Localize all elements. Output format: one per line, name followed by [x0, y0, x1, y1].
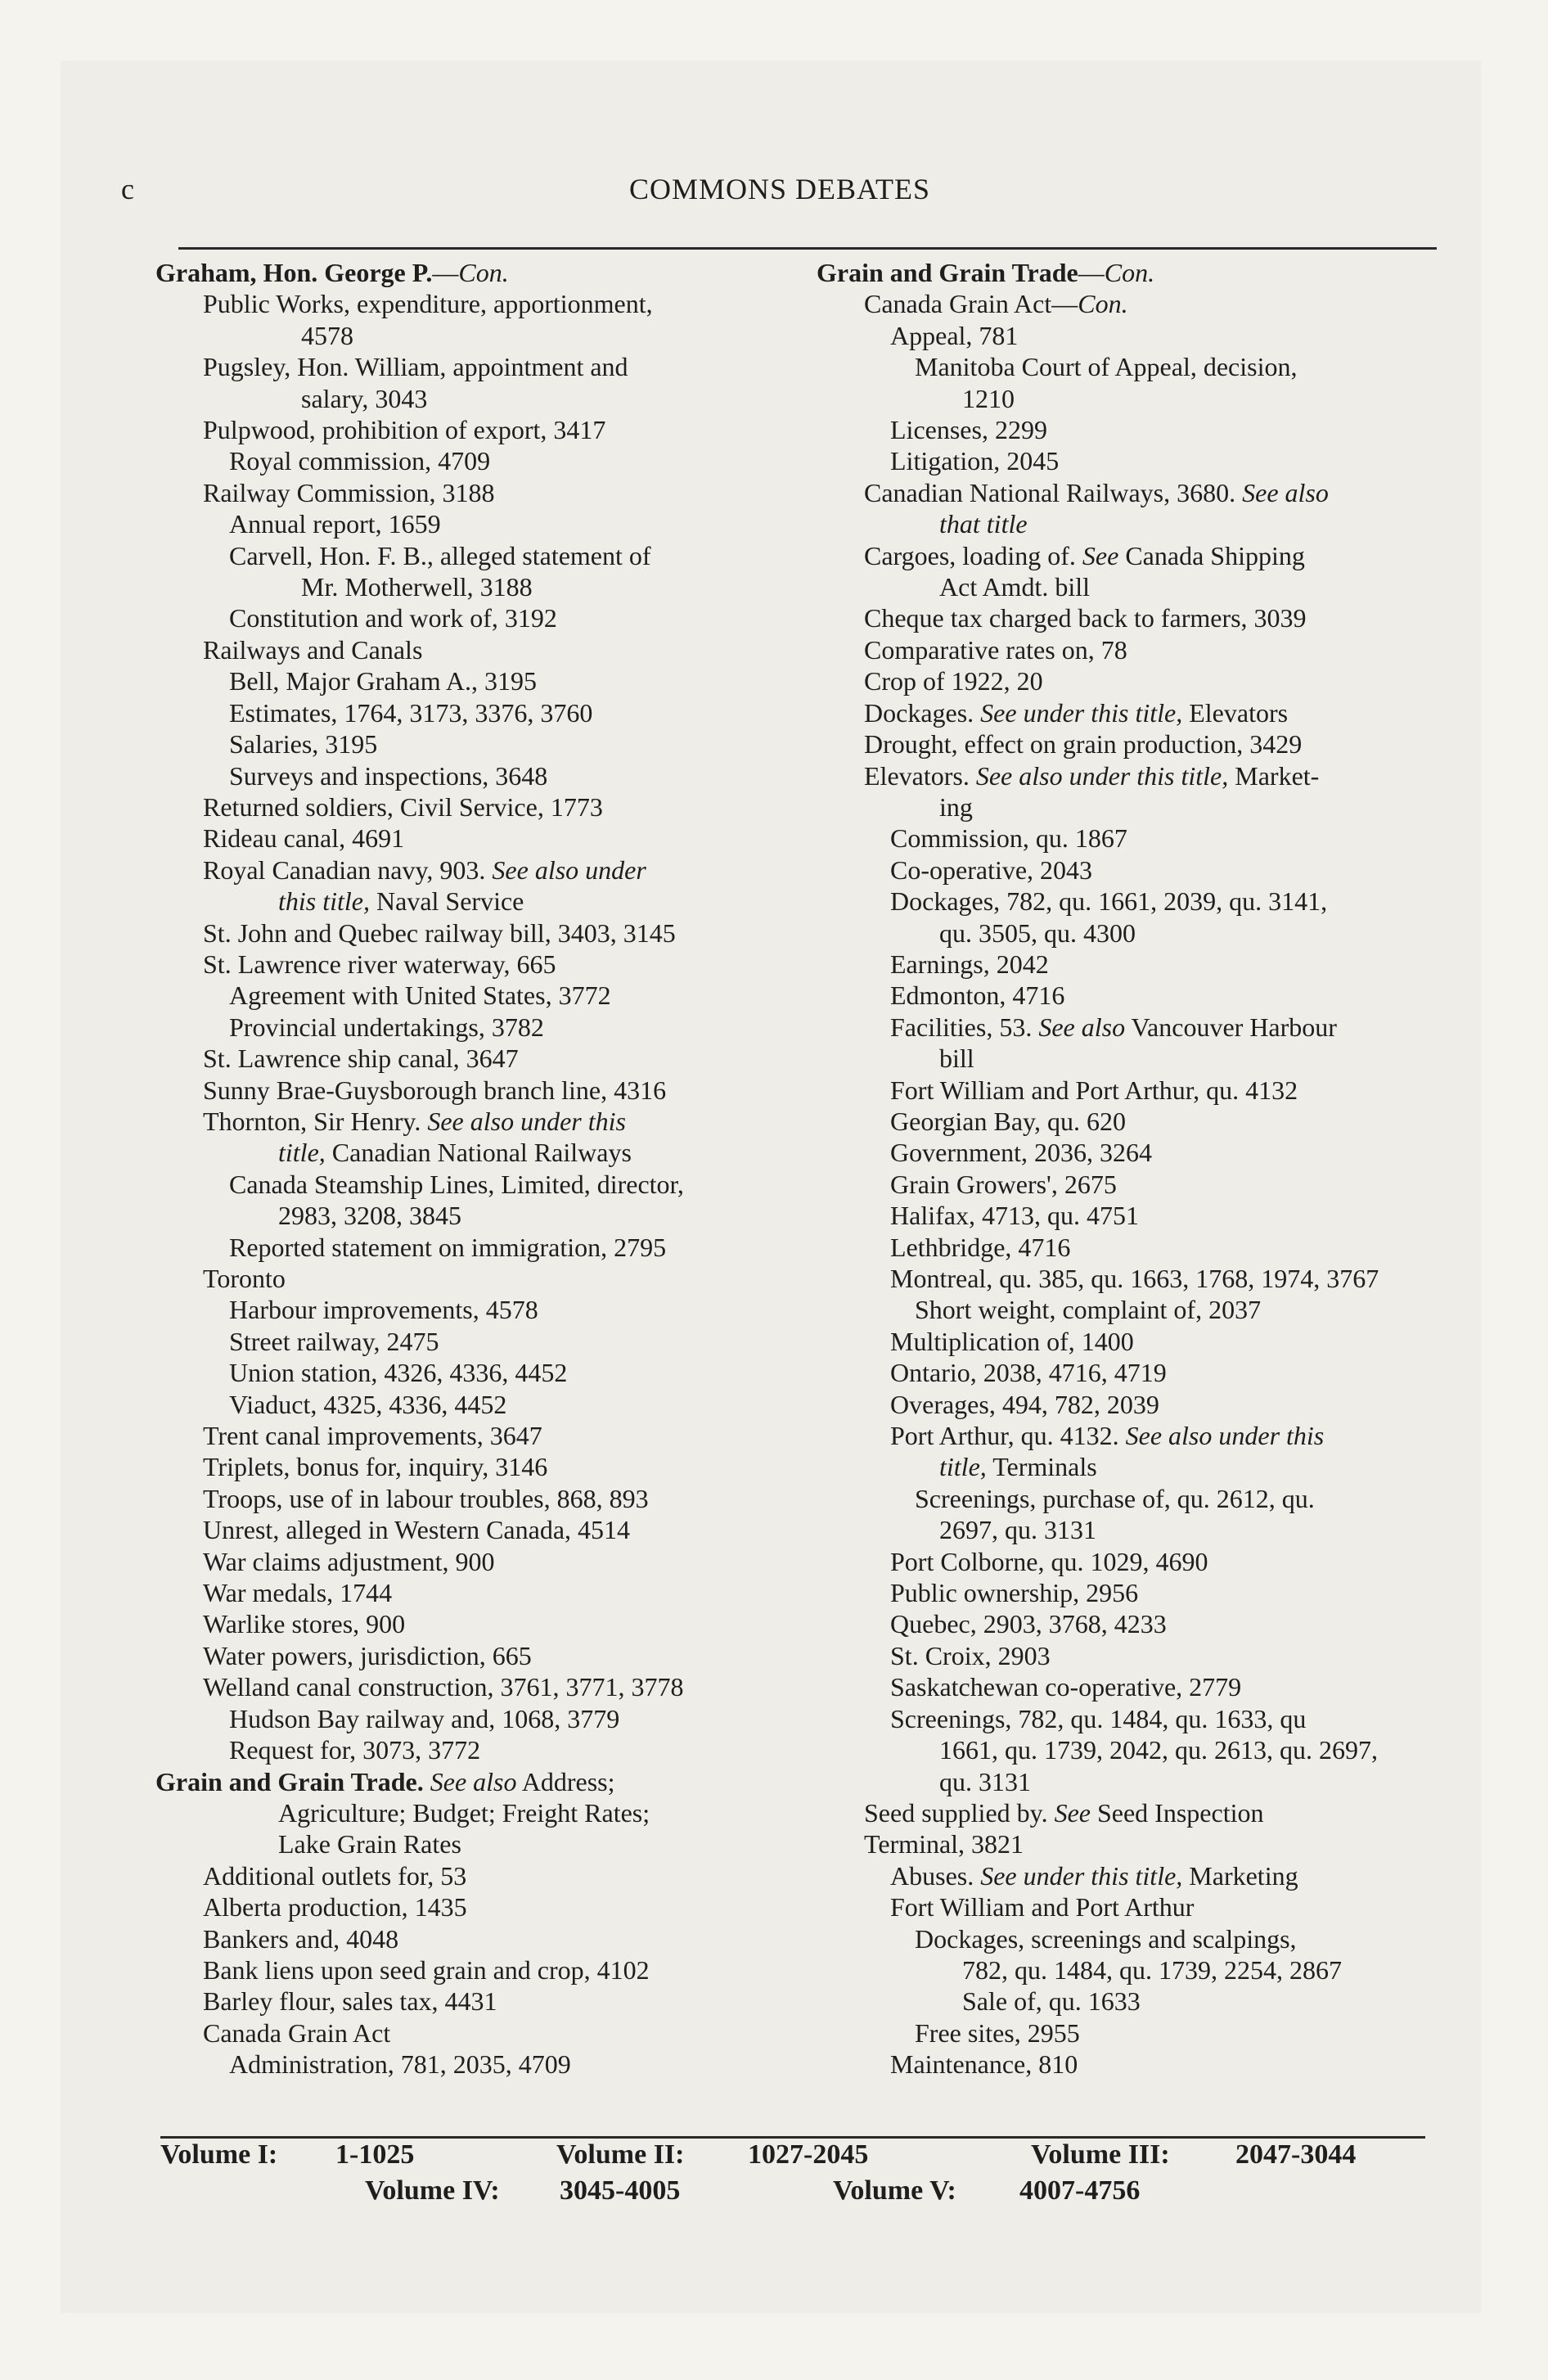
left-index-column	[155, 257, 785, 2080]
index-entry-text: Lake Grain Rates	[278, 1829, 461, 1859]
index-entry	[817, 1106, 1447, 1137]
index-entry	[817, 540, 1447, 571]
index-entry-text: Agreement with United States, 3772	[229, 980, 611, 1011]
index-entry-text: Trent canal improvements, 3647	[203, 1421, 542, 1451]
index-entry	[817, 634, 1447, 665]
index-entry-text: Thornton, Sir Henry.	[203, 1106, 428, 1136]
index-entry	[155, 1169, 785, 1200]
index-entry	[817, 1420, 1447, 1451]
index-entry	[155, 917, 785, 949]
index-entry-text: Mr. Motherwell, 3188	[301, 572, 533, 602]
index-entry-text: Crop of 1922, 20	[864, 666, 1043, 696]
index-entry-text: Multiplication of, 1400	[890, 1326, 1134, 1356]
index-entry	[817, 1891, 1447, 1922]
index-entry	[155, 1891, 785, 1922]
index-entry	[155, 2017, 785, 2049]
index-entry-text: Con.	[1104, 258, 1155, 287]
index-entry-text: Railway Commission, 3188	[203, 477, 495, 507]
index-entry-text: Provincial undertakings, 3782	[229, 1012, 544, 1042]
index-entry-text: Vancouver Harbour	[1125, 1012, 1337, 1042]
index-entry	[817, 445, 1447, 476]
index-entry-text: Public Works, expenditure, apportionment,	[203, 289, 653, 319]
page-header	[121, 172, 1438, 205]
index-entry	[817, 1923, 1447, 1954]
index-entry	[155, 1734, 785, 1765]
index-entry	[155, 1137, 785, 1168]
index-entry-text: War medals, 1744	[203, 1578, 393, 1608]
index-entry	[817, 1986, 1447, 2017]
index-entry	[155, 1389, 785, 1420]
index-entry-text: War claims adjustment, 900	[203, 1546, 495, 1576]
index-entry	[817, 697, 1447, 728]
index-entry-text: See also	[1038, 1012, 1126, 1042]
index-entry-text: Seed supplied by.	[864, 1797, 1055, 1828]
index-entry	[817, 257, 1447, 288]
index-entry	[155, 1671, 785, 1702]
index-entry	[817, 917, 1447, 949]
index-entry-text: Grain Growers', 2675	[890, 1169, 1117, 1199]
footer-rule	[160, 2136, 1425, 2139]
index-entry-text: Abuses.	[890, 1860, 981, 1891]
volume-row-1	[160, 2139, 1437, 2175]
index-entry	[817, 1703, 1447, 1734]
index-entry-text: Surveys and inspections, 3648	[229, 760, 548, 791]
index-entry-text: Manitoba Court of Appeal, decision,	[915, 352, 1298, 382]
index-entry	[817, 320, 1447, 351]
index-entry-text: this title,	[278, 886, 370, 917]
index-entry-text: 1661, qu. 1739, 2042, qu. 2613, qu. 2697,	[939, 1735, 1378, 1765]
volume-1-range: 1-1025	[335, 2139, 415, 2170]
index-entry-text: Annual report, 1659	[229, 509, 441, 539]
index-entry	[817, 1671, 1447, 1702]
index-entry	[155, 1326, 785, 1357]
index-entry	[155, 445, 785, 476]
volume-5-range: 4007-4756	[1019, 2175, 1141, 2206]
volume-1-label: Volume I:	[160, 2139, 278, 2170]
index-entry-text: qu. 3505, qu. 4300	[939, 917, 1136, 948]
index-entry	[155, 383, 785, 414]
index-entry	[155, 1954, 785, 1986]
index-entry-text: Street railway, 2475	[229, 1326, 439, 1356]
index-entry-text: Welland canal construction, 3761, 3771, 3778	[203, 1672, 684, 1702]
index-entry-text: See also under this	[1125, 1421, 1325, 1451]
index-entry-text: Elevators	[1182, 697, 1289, 728]
index-entry-text: 1210	[962, 383, 1015, 413]
index-entry	[155, 1200, 785, 1231]
index-entry-text: See also under this title,	[975, 760, 1229, 791]
index-entry-text: Edmonton, 4716	[890, 980, 1065, 1011]
index-entry-text: St. Lawrence ship canal, 3647	[203, 1044, 519, 1074]
index-entry-text: Harbour improvements, 4578	[229, 1295, 538, 1325]
index-entry-text: Bank liens upon seed grain and crop, 4102	[203, 1954, 650, 1985]
index-entry-text: Terminals	[986, 1452, 1097, 1482]
header-rule	[178, 247, 1437, 250]
index-entry	[155, 2049, 785, 2080]
index-entry-text: Canada Shipping	[1118, 540, 1305, 570]
index-entry	[155, 854, 785, 886]
index-entry-text: Free sites, 2955	[915, 2017, 1080, 2048]
index-entry	[155, 949, 785, 980]
index-entry-text: Commission, qu. 1867	[890, 823, 1127, 854]
index-entry-text: St. Lawrence river waterway, 665	[203, 949, 556, 979]
index-entry-text: See	[1082, 540, 1119, 570]
index-entry	[817, 1357, 1447, 1388]
page-title: COMMONS DEBATES	[628, 173, 931, 205]
index-entry	[155, 1546, 785, 1577]
index-entry-text	[424, 1767, 430, 1796]
index-entry-text: Earnings, 2042	[890, 949, 1049, 979]
index-entry	[155, 1860, 785, 1891]
index-entry	[155, 980, 785, 1011]
index-entry-text: Sale of, qu. 1633	[962, 1986, 1141, 2017]
index-entry	[155, 1797, 785, 1828]
index-entry	[155, 1577, 785, 1608]
index-entry-text: that title	[939, 509, 1028, 539]
volume-4-label: Volume IV:	[365, 2175, 500, 2206]
index-entry	[817, 1860, 1447, 1891]
index-entry	[817, 1451, 1447, 1482]
index-entry	[155, 1986, 785, 2017]
index-entry	[155, 1640, 785, 1671]
index-entry	[155, 320, 785, 351]
index-entry-text: Montreal, qu. 385, qu. 1663, 1768, 1974, 3767	[890, 1264, 1379, 1293]
index-entry	[817, 1640, 1447, 1671]
volume-footer	[160, 2139, 1437, 2221]
index-entry-text: bill	[939, 1044, 974, 1074]
index-entry-text: 782, qu. 1484, qu. 1739, 2254, 2867	[962, 1954, 1342, 1985]
index-entry	[155, 414, 785, 445]
index-entry	[817, 1389, 1447, 1420]
index-entry-text: Port Arthur, qu. 4132.	[890, 1421, 1126, 1451]
index-entry	[817, 1734, 1447, 1765]
index-entry	[155, 1514, 785, 1545]
right-index-column	[817, 257, 1447, 2080]
index-entry-text: 4578	[301, 320, 353, 350]
index-entry-text: Act Amdt. bill	[939, 572, 1090, 602]
index-entry	[155, 1828, 785, 1859]
index-entry	[155, 257, 785, 288]
index-entry-text: Reported statement on immigration, 2795	[229, 1232, 667, 1262]
volume-2-range: 1027-2045	[748, 2139, 869, 2170]
index-entry-text: Returned soldiers, Civil Service, 1773	[203, 791, 603, 822]
index-entry-text: Additional outlets for, 53	[203, 1860, 467, 1891]
index-entry-text: Request for, 3073, 3772	[229, 1735, 481, 1765]
index-entry	[817, 1514, 1447, 1545]
index-entry	[155, 1263, 785, 1294]
index-entry-text: Bankers and, 4048	[203, 1923, 399, 1954]
index-entry	[155, 823, 785, 854]
index-entry-text: Fort William and Port Arthur, qu. 4132	[890, 1075, 1298, 1105]
index-entry-text: Drought, effect on grain production, 3429	[864, 729, 1303, 760]
index-entry-text: See also under this	[427, 1106, 626, 1136]
index-entry	[155, 697, 785, 728]
index-entry-text: See also under	[492, 854, 646, 885]
index-entry-text: See under this title,	[980, 1860, 1183, 1891]
index-entry	[817, 1200, 1447, 1231]
index-entry	[155, 1923, 785, 1954]
index-entry	[817, 949, 1447, 980]
index-entry	[817, 980, 1447, 1011]
index-entry	[817, 414, 1447, 445]
index-entry	[817, 508, 1447, 539]
index-entry	[817, 1012, 1447, 1043]
index-entry-text: Estimates, 1764, 3173, 3376, 3760	[229, 697, 593, 728]
index-entry	[155, 1766, 785, 1797]
index-entry-text: Government, 2036, 3264	[890, 1138, 1152, 1168]
index-entry	[155, 1012, 785, 1043]
index-entry-text: Salaries, 3195	[229, 729, 378, 760]
index-entry-text: See also	[430, 1766, 517, 1796]
index-entry-text: Port Colborne, qu. 1029, 4690	[890, 1546, 1208, 1576]
index-entry	[817, 665, 1447, 696]
index-entry-text: Royal commission, 4709	[229, 446, 491, 476]
index-entry	[155, 1703, 785, 1734]
volume-2-label: Volume II:	[556, 2139, 685, 2170]
index-entry-text: Appeal, 781	[890, 320, 1019, 350]
volume-row-2	[160, 2175, 1437, 2211]
index-entry-text: Unrest, alleged in Western Canada, 4514	[203, 1515, 631, 1545]
index-entry-text: Market-	[1228, 760, 1320, 791]
index-entry	[155, 288, 785, 319]
index-entry-text: Public ownership, 2956	[890, 1578, 1139, 1608]
index-entry-text: 2983, 3208, 3845	[278, 1201, 461, 1231]
index-entry	[155, 1608, 785, 1639]
index-entry-text: Halifax, 4713, qu. 4751	[890, 1201, 1139, 1231]
index-entry-text: Warlike stores, 900	[203, 1609, 406, 1639]
index-entry	[817, 2049, 1447, 2080]
index-entry-text: Facilities, 53.	[890, 1012, 1039, 1042]
index-entry-text: Alberta production, 1435	[203, 1892, 467, 1922]
index-entry-text: Short weight, complaint of, 2037	[915, 1295, 1262, 1325]
index-entry-text: Co-operative, 2043	[890, 854, 1093, 885]
index-entry-text: Terminal, 3821	[864, 1829, 1024, 1859]
index-entry-text: Dockages, 782, qu. 1661, 2039, qu. 3141,	[890, 886, 1328, 917]
index-entry-text: —	[1078, 258, 1105, 287]
index-entry-text: Naval Service	[370, 886, 524, 917]
index-entry-text: Cargoes, loading of.	[864, 540, 1082, 570]
index-entry-text: See under this title,	[980, 697, 1183, 728]
index-entry	[155, 1075, 785, 1106]
index-entry-text: Elevators.	[864, 760, 976, 791]
index-entry-text: title,	[278, 1138, 326, 1168]
index-entry	[155, 508, 785, 539]
index-entry	[817, 1766, 1447, 1797]
index-entry-text: St. Croix, 2903	[890, 1640, 1051, 1670]
index-entry-text: Seed Inspection	[1090, 1797, 1264, 1828]
index-entry	[817, 1326, 1447, 1357]
index-entry	[817, 1263, 1447, 1294]
index-entry	[155, 571, 785, 602]
index-entry-text: Dockages.	[864, 697, 981, 728]
index-entry-text: Administration, 781, 2035, 4709	[229, 2049, 571, 2080]
index-entry	[155, 1043, 785, 1074]
index-entry-text: Graham, Hon. George P.	[155, 258, 433, 287]
index-entry-text: Pugsley, Hon. William, appointment and	[203, 352, 628, 382]
index-entry-text: Con.	[458, 258, 509, 287]
index-entry	[155, 477, 785, 508]
volume-5-label: Volume V:	[833, 2175, 956, 2206]
index-entry	[817, 351, 1447, 382]
index-entry-text: Screenings, purchase of, qu. 2612, qu.	[915, 1483, 1315, 1513]
index-entry	[155, 760, 785, 791]
volume-3-range: 2047-3044	[1235, 2139, 1357, 2170]
index-entry-text: Union station, 4326, 4336, 4452	[229, 1358, 568, 1388]
index-entry	[817, 1546, 1447, 1577]
index-entry	[817, 791, 1447, 823]
index-entry	[817, 760, 1447, 791]
index-entry	[817, 1137, 1447, 1168]
index-entry-text: Constitution and work of, 3192	[229, 603, 557, 633]
index-entry	[817, 1294, 1447, 1325]
index-entry-text: Grain and Grain Trade.	[155, 1766, 424, 1796]
index-entry	[817, 1043, 1447, 1074]
index-entry	[817, 1232, 1447, 1263]
index-entry-text: Pulpwood, prohibition of export, 3417	[203, 415, 606, 445]
index-entry-text: Comparative rates on, 78	[864, 634, 1127, 665]
index-entry-text: Carvell, Hon. F. B., alleged statement of	[229, 540, 651, 570]
index-entry-text: 2697, qu. 3131	[939, 1515, 1096, 1545]
index-entry-text: Dockages, screenings and scalpings,	[915, 1923, 1297, 1954]
volume-4-range: 3045-4005	[560, 2175, 681, 2206]
index-entry-text: Lethbridge, 4716	[890, 1232, 1071, 1262]
index-entry-text: Screenings, 782, qu. 1484, qu. 1633, qu	[890, 1703, 1307, 1733]
index-entry	[155, 1420, 785, 1451]
index-entry-text: Water powers, jurisdiction, 665	[203, 1640, 532, 1670]
index-entry	[817, 1075, 1447, 1106]
index-entry	[155, 351, 785, 382]
index-entry-text: Con.	[1078, 289, 1128, 319]
index-entry-text: Maintenance, 810	[890, 2049, 1078, 2080]
index-entry-text: Troops, use of in labour troubles, 868, 893	[203, 1483, 649, 1513]
index-entry-text: Address;	[516, 1766, 615, 1796]
index-entry-text: Licenses, 2299	[890, 415, 1047, 445]
index-entry-text: —	[432, 258, 459, 287]
index-entry	[155, 665, 785, 696]
index-entry-text: Agriculture; Budget; Freight Rates;	[278, 1797, 650, 1828]
index-entry-text: Grain and Grain Trade	[817, 258, 1078, 287]
index-entry-text: Sunny Brae-Guysborough branch line, 4316	[203, 1075, 667, 1105]
index-entry	[817, 1828, 1447, 1859]
index-entry-text: Hudson Bay railway and, 1068, 3779	[229, 1703, 620, 1733]
index-entry	[155, 728, 785, 760]
index-entry-text: Royal Canadian navy, 903.	[203, 854, 493, 885]
index-entry	[155, 540, 785, 571]
index-entry	[817, 602, 1447, 633]
index-entry	[817, 1483, 1447, 1514]
index-entry-text: Viaduct, 4325, 4336, 4452	[229, 1389, 507, 1419]
page-number: c	[121, 173, 135, 205]
index-entry	[817, 1577, 1447, 1608]
index-entry-text: Cheque tax charged back to farmers, 3039	[864, 603, 1307, 633]
index-entry-text: Rideau canal, 4691	[203, 823, 405, 854]
index-entry-text: salary, 3043	[301, 383, 428, 413]
index-entry-text: title,	[939, 1452, 987, 1482]
index-entry	[155, 1451, 785, 1482]
index-entry	[817, 854, 1447, 886]
index-entry	[155, 791, 785, 823]
index-entry-text: qu. 3131	[939, 1766, 1031, 1796]
index-entry-text: Toronto	[203, 1264, 286, 1293]
index-entry	[817, 1169, 1447, 1200]
index-entry	[817, 823, 1447, 854]
index-entry	[155, 1483, 785, 1514]
index-entry-text: Barley flour, sales tax, 4431	[203, 1986, 497, 2017]
index-entry	[155, 634, 785, 665]
index-entry-text: See	[1054, 1797, 1091, 1828]
index-entry	[817, 288, 1447, 319]
index-entry	[817, 571, 1447, 602]
index-entry	[817, 1797, 1447, 1828]
index-entry	[155, 1106, 785, 1137]
index-entry	[155, 602, 785, 633]
index-entry	[817, 728, 1447, 760]
index-entry-text: Canada Grain Act	[203, 2017, 391, 2048]
index-entry-text: Overages, 494, 782, 2039	[890, 1389, 1159, 1419]
index-entry-text: Fort William and Port Arthur	[890, 1892, 1195, 1922]
index-entry-text: Litigation, 2045	[890, 446, 1060, 476]
index-entry-text: ing	[939, 791, 973, 822]
index-entry-text: Saskatchewan co-operative, 2779	[890, 1672, 1242, 1702]
index-entry	[817, 2017, 1447, 2049]
index-entry	[817, 1954, 1447, 1986]
volume-3-label: Volume III:	[1031, 2139, 1170, 2170]
index-entry-text: Triplets, bonus for, inquiry, 3146	[203, 1452, 548, 1482]
index-entry-text: Ontario, 2038, 4716, 4719	[890, 1358, 1167, 1388]
index-entry	[817, 1608, 1447, 1639]
index-entry-text: See also	[1242, 477, 1329, 507]
index-entry	[155, 1232, 785, 1263]
index-entry-text: Canada Grain Act—	[864, 289, 1078, 319]
index-entry	[155, 1357, 785, 1388]
index-entry-text: Bell, Major Graham A., 3195	[229, 666, 537, 696]
index-entry-text: Canadian National Railways	[325, 1138, 632, 1168]
index-entry-text: Canadian National Railways, 3680.	[864, 477, 1243, 507]
index-entry-text: St. John and Quebec railway bill, 3403, 3145	[203, 917, 676, 948]
index-entry-text: Quebec, 2903, 3768, 4233	[890, 1609, 1167, 1639]
index-entry	[817, 477, 1447, 508]
index-entry-text: Georgian Bay, qu. 620	[890, 1106, 1126, 1136]
index-entry	[155, 1294, 785, 1325]
index-entry-text: Canada Steamship Lines, Limited, director,	[229, 1169, 684, 1199]
index-entry	[817, 886, 1447, 917]
index-entry-text: Railways and Canals	[203, 634, 423, 665]
index-entry	[817, 383, 1447, 414]
index-entry	[155, 886, 785, 917]
index-entry-text: Marketing	[1182, 1860, 1298, 1891]
